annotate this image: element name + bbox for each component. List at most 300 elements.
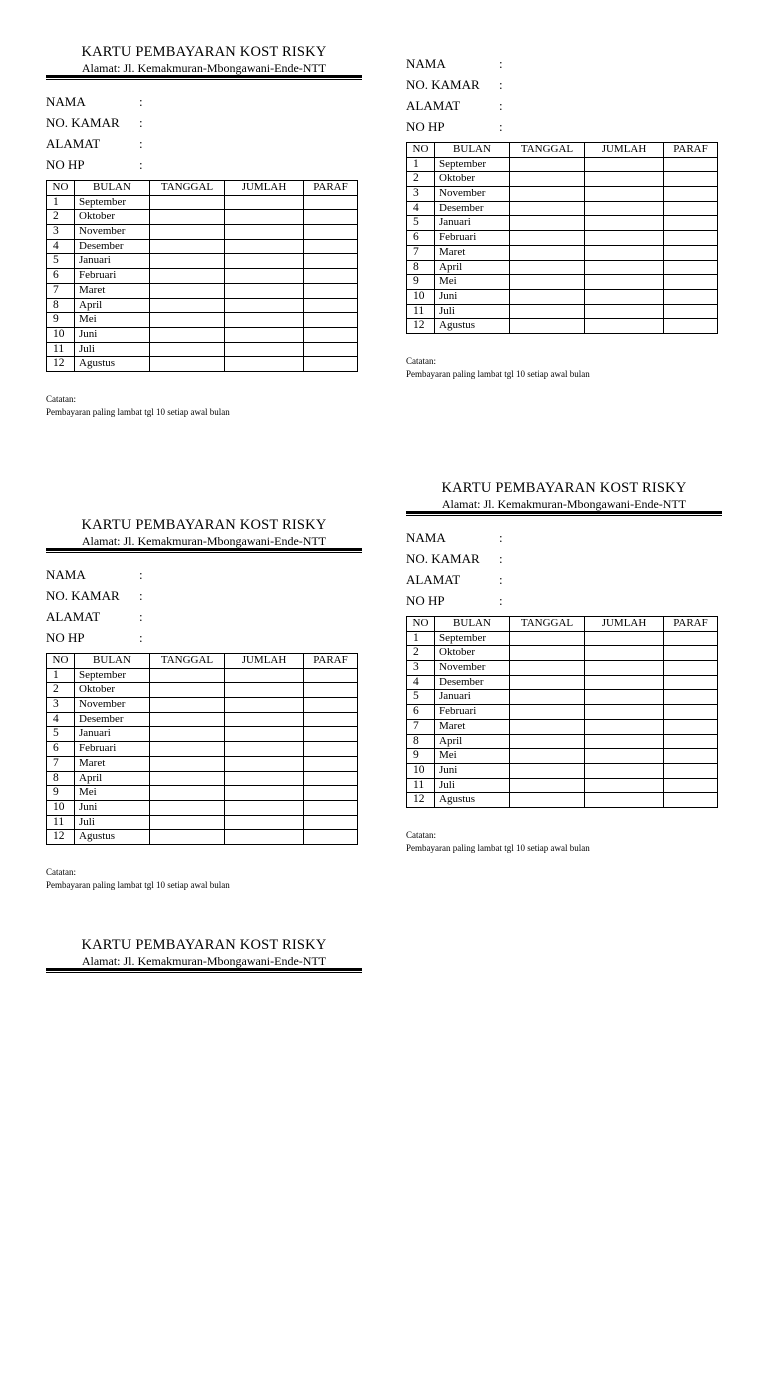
signature-cell[interactable] (664, 705, 718, 720)
field-label: NO. KAMAR (406, 77, 480, 92)
header-rule-thick (406, 511, 722, 514)
field-label: NAMA (406, 56, 446, 71)
amount-cell[interactable] (585, 793, 664, 808)
date-cell[interactable] (150, 327, 225, 342)
row-number: 8 (47, 298, 75, 313)
table-row (47, 195, 358, 210)
signature-cell[interactable] (664, 201, 718, 216)
signature-cell[interactable] (304, 195, 358, 210)
card-address: Alamat: Jl. Kemakmuran-Mbongawani-Ende-NTT (441, 497, 687, 511)
signature-cell[interactable] (664, 260, 718, 275)
row-month: Mei (75, 313, 150, 328)
amount-cell[interactable] (585, 304, 664, 319)
row-month: Juli (75, 815, 150, 830)
row-month: Februari (75, 269, 150, 284)
info-field-no-hp (406, 593, 516, 609)
card-title: KARTU PEMBAYARAN KOST RISKY (81, 517, 327, 533)
table-row (47, 254, 358, 269)
row-number: 4 (407, 675, 435, 690)
row-number: 1 (47, 195, 75, 210)
date-cell[interactable] (150, 683, 225, 698)
row-number: 7 (47, 756, 75, 771)
row-month: Maret (435, 245, 510, 260)
row-number: 8 (407, 260, 435, 275)
table-row (47, 800, 358, 815)
date-cell[interactable] (150, 742, 225, 757)
date-cell[interactable] (150, 283, 225, 298)
signature-cell[interactable] (304, 668, 358, 683)
row-month: Desember (435, 675, 510, 690)
table-row (407, 157, 718, 172)
amount-cell[interactable] (225, 283, 304, 298)
row-number: 3 (47, 698, 75, 713)
signature-cell[interactable] (304, 727, 358, 742)
signature-cell[interactable] (304, 742, 358, 757)
date-cell[interactable] (510, 705, 585, 720)
amount-cell[interactable] (585, 778, 664, 793)
table-row (407, 172, 718, 187)
row-number: 1 (47, 668, 75, 683)
date-cell[interactable] (510, 304, 585, 319)
notes-text: Pembayaran paling lambat tgl 10 setiap awal bulan (46, 880, 230, 891)
info-field-nama (46, 567, 156, 583)
amount-cell[interactable] (225, 742, 304, 757)
signature-cell[interactable] (664, 719, 718, 734)
column-header-tanggal: TANGGAL (510, 143, 585, 158)
row-month: September (435, 631, 510, 646)
signature-cell[interactable] (664, 231, 718, 246)
field-separator: : (139, 567, 143, 582)
row-month: Januari (75, 254, 150, 269)
amount-cell[interactable] (585, 216, 664, 231)
table-row (407, 260, 718, 275)
signature-cell[interactable] (304, 210, 358, 225)
date-cell[interactable] (150, 357, 225, 372)
table-row (47, 210, 358, 225)
signature-cell[interactable] (304, 298, 358, 313)
row-month: April (75, 298, 150, 313)
row-number: 3 (407, 187, 435, 202)
row-month: Mei (435, 749, 510, 764)
date-cell[interactable] (510, 260, 585, 275)
column-header-jumlah: JUMLAH (225, 181, 304, 196)
amount-cell[interactable] (225, 269, 304, 284)
amount-cell[interactable] (225, 668, 304, 683)
column-header-tanggal: TANGGAL (150, 181, 225, 196)
table-row (407, 734, 718, 749)
payment-table (406, 616, 718, 808)
card-address: Alamat: Jl. Kemakmuran-Mbongawani-Ende-NTT (81, 534, 327, 548)
column-header-paraf: PARAF (664, 143, 718, 158)
row-number: 6 (47, 742, 75, 757)
amount-cell[interactable] (225, 712, 304, 727)
row-number: 6 (407, 705, 435, 720)
signature-cell[interactable] (304, 771, 358, 786)
field-label: ALAMAT (406, 572, 461, 587)
amount-cell[interactable] (585, 201, 664, 216)
row-month: Oktober (435, 646, 510, 661)
signature-cell[interactable] (664, 690, 718, 705)
info-field-no-kamar (406, 551, 516, 567)
amount-cell[interactable] (585, 734, 664, 749)
row-number: 10 (47, 800, 75, 815)
date-cell[interactable] (150, 254, 225, 269)
amount-cell[interactable] (225, 342, 304, 357)
table-row (47, 313, 358, 328)
date-cell[interactable] (510, 201, 585, 216)
signature-cell[interactable] (664, 661, 718, 676)
row-number: 5 (47, 727, 75, 742)
date-cell[interactable] (150, 771, 225, 786)
amount-cell[interactable] (585, 675, 664, 690)
notes-label: Catatan: (46, 394, 76, 405)
amount-cell[interactable] (225, 727, 304, 742)
date-cell[interactable] (150, 313, 225, 328)
field-separator: : (139, 136, 143, 151)
field-label: NO HP (46, 157, 85, 172)
amount-cell[interactable] (225, 254, 304, 269)
amount-cell[interactable] (225, 210, 304, 225)
amount-cell[interactable] (585, 157, 664, 172)
field-label: NAMA (46, 567, 86, 582)
signature-cell[interactable] (304, 239, 358, 254)
row-number: 3 (47, 225, 75, 240)
date-cell[interactable] (510, 778, 585, 793)
date-cell[interactable] (150, 342, 225, 357)
date-cell[interactable] (510, 187, 585, 202)
date-cell[interactable] (150, 786, 225, 801)
row-month: November (75, 225, 150, 240)
signature-cell[interactable] (664, 778, 718, 793)
date-cell[interactable] (510, 231, 585, 246)
signature-cell[interactable] (664, 172, 718, 187)
signature-cell[interactable] (664, 793, 718, 808)
header-rule-thick (46, 75, 362, 78)
amount-cell[interactable] (585, 749, 664, 764)
card-address: Alamat: Jl. Kemakmuran-Mbongawani-Ende-NTT (81, 954, 327, 968)
date-cell[interactable] (510, 675, 585, 690)
amount-cell[interactable] (225, 815, 304, 830)
amount-cell[interactable] (225, 756, 304, 771)
date-cell[interactable] (150, 830, 225, 845)
header-rule-thick (46, 968, 362, 971)
signature-cell[interactable] (304, 815, 358, 830)
notes-block (406, 355, 590, 381)
signature-cell[interactable] (304, 712, 358, 727)
card-header (46, 937, 362, 968)
field-separator: : (139, 609, 143, 624)
card-middle-right (406, 480, 722, 920)
signature-cell[interactable] (304, 225, 358, 240)
date-cell[interactable] (510, 157, 585, 172)
field-separator: : (499, 530, 503, 545)
row-number: 9 (47, 313, 75, 328)
info-field-nama (406, 56, 516, 72)
amount-cell[interactable] (585, 719, 664, 734)
date-cell[interactable] (510, 690, 585, 705)
row-month: November (75, 698, 150, 713)
date-cell[interactable] (150, 756, 225, 771)
date-cell[interactable] (510, 749, 585, 764)
amount-cell[interactable] (585, 172, 664, 187)
row-number: 11 (407, 778, 435, 793)
date-cell[interactable] (150, 210, 225, 225)
signature-cell[interactable] (304, 254, 358, 269)
date-cell[interactable] (510, 646, 585, 661)
amount-cell[interactable] (225, 830, 304, 845)
signature-cell[interactable] (304, 357, 358, 372)
row-number: 2 (47, 210, 75, 225)
signature-cell[interactable] (304, 342, 358, 357)
signature-cell[interactable] (304, 800, 358, 815)
signature-cell[interactable] (304, 683, 358, 698)
amount-cell[interactable] (225, 239, 304, 254)
amount-cell[interactable] (225, 357, 304, 372)
date-cell[interactable] (150, 698, 225, 713)
date-cell[interactable] (510, 793, 585, 808)
table-row (47, 727, 358, 742)
signature-cell[interactable] (304, 786, 358, 801)
signature-cell[interactable] (304, 698, 358, 713)
date-cell[interactable] (510, 734, 585, 749)
field-separator: : (139, 94, 143, 109)
amount-cell[interactable] (225, 327, 304, 342)
table-row (407, 793, 718, 808)
row-month: Mei (435, 275, 510, 290)
row-month: Mei (75, 786, 150, 801)
table-row (407, 719, 718, 734)
signature-cell[interactable] (664, 631, 718, 646)
row-month: April (435, 260, 510, 275)
date-cell[interactable] (510, 661, 585, 676)
table-row (47, 830, 358, 845)
column-header-paraf: PARAF (664, 617, 718, 632)
notes-block (46, 866, 230, 892)
date-cell[interactable] (510, 319, 585, 334)
row-month: Maret (75, 756, 150, 771)
amount-cell[interactable] (585, 690, 664, 705)
table-header-row (407, 617, 718, 632)
amount-cell[interactable] (585, 187, 664, 202)
amount-cell[interactable] (585, 319, 664, 334)
row-number: 10 (407, 763, 435, 778)
card-title: KARTU PEMBAYARAN KOST RISKY (81, 44, 327, 60)
signature-cell[interactable] (664, 763, 718, 778)
field-label: ALAMAT (46, 609, 101, 624)
info-field-alamat (46, 609, 156, 625)
amount-cell[interactable] (585, 245, 664, 260)
signature-cell[interactable] (304, 313, 358, 328)
amount-cell[interactable] (225, 698, 304, 713)
card-bottom-left (46, 937, 362, 1377)
row-number: 7 (407, 719, 435, 734)
date-cell[interactable] (510, 631, 585, 646)
date-cell[interactable] (150, 195, 225, 210)
signature-cell[interactable] (664, 304, 718, 319)
signature-cell[interactable] (664, 245, 718, 260)
field-separator: : (139, 115, 143, 130)
table-row (407, 187, 718, 202)
row-number: 11 (47, 342, 75, 357)
table-row (407, 763, 718, 778)
info-field-no-kamar (46, 588, 156, 604)
signature-cell[interactable] (664, 646, 718, 661)
date-cell[interactable] (150, 800, 225, 815)
date-cell[interactable] (510, 275, 585, 290)
table-row (47, 283, 358, 298)
amount-cell[interactable] (585, 661, 664, 676)
column-header-jumlah: JUMLAH (225, 654, 304, 669)
column-header-jumlah: JUMLAH (585, 143, 664, 158)
row-number: 5 (407, 690, 435, 705)
field-label: NO HP (46, 630, 85, 645)
date-cell[interactable] (150, 727, 225, 742)
row-number: 7 (407, 245, 435, 260)
field-label: NO HP (406, 593, 445, 608)
column-header-no: NO (407, 143, 435, 158)
row-number: 4 (407, 201, 435, 216)
amount-cell[interactable] (585, 289, 664, 304)
signature-cell[interactable] (664, 157, 718, 172)
table-row (47, 786, 358, 801)
amount-cell[interactable] (225, 195, 304, 210)
signature-cell[interactable] (664, 319, 718, 334)
table-row (47, 698, 358, 713)
signature-cell[interactable] (664, 734, 718, 749)
row-month: Januari (435, 216, 510, 231)
row-month: November (435, 187, 510, 202)
signature-cell[interactable] (304, 283, 358, 298)
table-row (407, 705, 718, 720)
table-row (47, 342, 358, 357)
notes-label: Catatan: (406, 830, 436, 841)
date-cell[interactable] (150, 712, 225, 727)
table-row (47, 357, 358, 372)
date-cell[interactable] (150, 239, 225, 254)
table-row (407, 304, 718, 319)
field-label: NAMA (46, 94, 86, 109)
amount-cell[interactable] (585, 275, 664, 290)
row-month: November (435, 661, 510, 676)
date-cell[interactable] (150, 815, 225, 830)
amount-cell[interactable] (585, 705, 664, 720)
row-month: September (435, 157, 510, 172)
date-cell[interactable] (150, 225, 225, 240)
table-row (407, 245, 718, 260)
date-cell[interactable] (150, 298, 225, 313)
amount-cell[interactable] (225, 683, 304, 698)
signature-cell[interactable] (664, 675, 718, 690)
notes-block (406, 829, 590, 855)
date-cell[interactable] (510, 763, 585, 778)
info-field-no-hp (406, 119, 516, 135)
row-number: 5 (407, 216, 435, 231)
field-separator: : (139, 630, 143, 645)
signature-cell[interactable] (304, 269, 358, 284)
table-row (47, 683, 358, 698)
field-separator: : (499, 77, 503, 92)
table-row (407, 675, 718, 690)
date-cell[interactable] (150, 668, 225, 683)
amount-cell[interactable] (585, 631, 664, 646)
table-row (47, 815, 358, 830)
column-header-no: NO (407, 617, 435, 632)
row-month: Desember (75, 239, 150, 254)
date-cell[interactable] (510, 172, 585, 187)
row-month: Februari (435, 705, 510, 720)
table-row (47, 298, 358, 313)
row-month: Juli (75, 342, 150, 357)
row-number: 2 (407, 172, 435, 187)
signature-cell[interactable] (304, 830, 358, 845)
column-header-jumlah: JUMLAH (585, 617, 664, 632)
payment-table (406, 142, 718, 334)
amount-cell[interactable] (225, 313, 304, 328)
table-row (47, 771, 358, 786)
signature-cell[interactable] (664, 216, 718, 231)
table-row (407, 319, 718, 334)
row-number: 7 (47, 283, 75, 298)
amount-cell[interactable] (225, 771, 304, 786)
row-number: 8 (47, 771, 75, 786)
date-cell[interactable] (510, 289, 585, 304)
signature-cell[interactable] (664, 275, 718, 290)
amount-cell[interactable] (225, 800, 304, 815)
field-separator: : (499, 119, 503, 134)
amount-cell[interactable] (585, 763, 664, 778)
date-cell[interactable] (150, 269, 225, 284)
notes-text: Pembayaran paling lambat tgl 10 setiap awal bulan (46, 407, 230, 418)
row-number: 5 (47, 254, 75, 269)
row-month: Januari (75, 727, 150, 742)
signature-cell[interactable] (664, 749, 718, 764)
column-header-no: NO (47, 654, 75, 669)
signature-cell[interactable] (304, 327, 358, 342)
notes-block (46, 393, 230, 419)
info-field-no-hp (46, 157, 156, 173)
row-month: Juni (435, 763, 510, 778)
amount-cell[interactable] (225, 298, 304, 313)
table-row (47, 225, 358, 240)
column-header-bulan: BULAN (75, 181, 150, 196)
amount-cell[interactable] (225, 786, 304, 801)
field-separator: : (499, 551, 503, 566)
row-number: 12 (47, 357, 75, 372)
card-title: KARTU PEMBAYARAN KOST RISKY (81, 937, 327, 953)
header-rule-thin (406, 515, 722, 516)
amount-cell[interactable] (585, 646, 664, 661)
amount-cell[interactable] (585, 231, 664, 246)
amount-cell[interactable] (225, 225, 304, 240)
field-label: NAMA (406, 530, 446, 545)
date-cell[interactable] (510, 216, 585, 231)
table-row (407, 631, 718, 646)
signature-cell[interactable] (664, 289, 718, 304)
row-number: 4 (47, 239, 75, 254)
table-row (407, 690, 718, 705)
signature-cell[interactable] (304, 756, 358, 771)
info-field-alamat (406, 572, 516, 588)
table-row (47, 712, 358, 727)
column-header-tanggal: TANGGAL (150, 654, 225, 669)
table-row (407, 201, 718, 216)
signature-cell[interactable] (664, 187, 718, 202)
amount-cell[interactable] (585, 260, 664, 275)
table-row (407, 275, 718, 290)
date-cell[interactable] (510, 719, 585, 734)
card-title: KARTU PEMBAYARAN KOST RISKY (441, 480, 687, 496)
date-cell[interactable] (510, 245, 585, 260)
